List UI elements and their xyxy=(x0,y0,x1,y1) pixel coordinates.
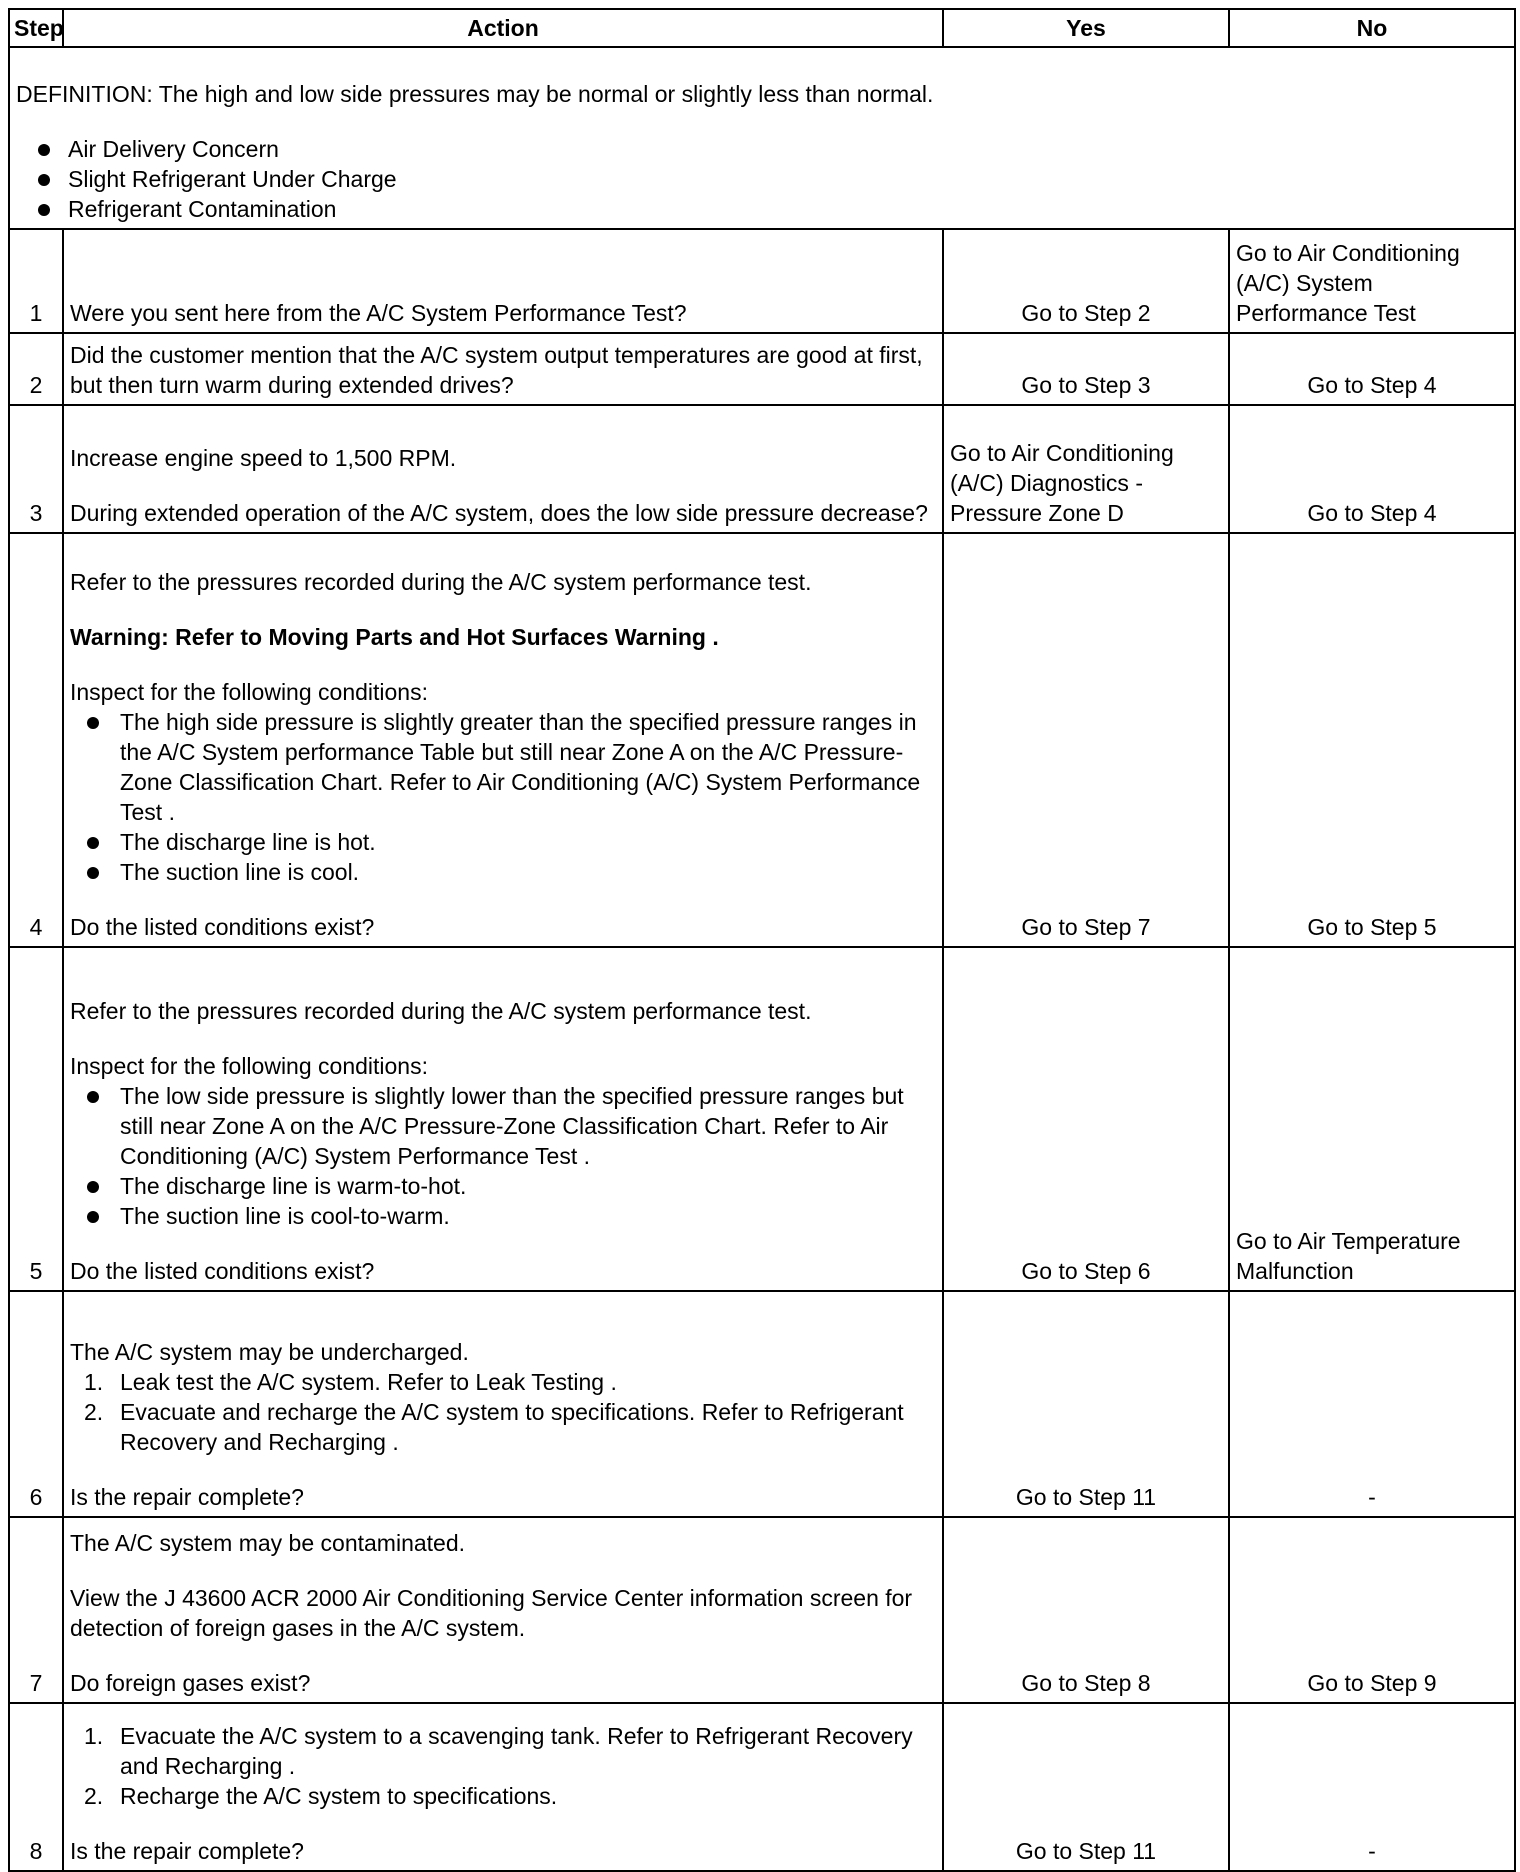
yes-link[interactable]: Go to Step 7 xyxy=(943,533,1229,947)
yes-link[interactable]: Go to Air Conditioning (A/C) Diagnostics - Pressure Zone D xyxy=(943,405,1229,533)
step-number: 3 xyxy=(9,405,63,533)
condition-bullet: The discharge line is hot. xyxy=(70,827,936,857)
condition-bullet: The low side pressure is slightly lower than the specified pressure ranges but still near Zone A on the A/C Pressure-Zone Classification Chart. Refer to Air Conditioning (A/C) System Performance Test . xyxy=(70,1081,936,1171)
action-cell xyxy=(63,333,943,405)
action-text: View the J 43600 ACR 2000 Air Conditioning Service Center information screen for detection of foreign gases in the A/C system. xyxy=(70,1585,913,1641)
step-number: 1 xyxy=(9,229,63,333)
header-yes: Yes xyxy=(943,9,1229,47)
step-row xyxy=(9,1703,1515,1871)
action-cell xyxy=(63,947,943,1291)
action-text: Refer to the pressures recorded during the A/C system performance test. xyxy=(70,569,812,595)
condition-list xyxy=(70,1081,936,1231)
warning-text[interactable]: Warning: Refer to Moving Parts and Hot Surfaces Warning . xyxy=(70,624,719,650)
procedure-item: 2. Recharge the A/C system to specifications. xyxy=(84,1783,558,1809)
action-text: Refer to the pressures recorded during the A/C system performance test. xyxy=(70,998,812,1024)
no-link[interactable]: Go to Step 4 xyxy=(1229,405,1515,533)
step-row xyxy=(9,405,1515,533)
action-question: Do foreign gases exist? xyxy=(70,1670,311,1696)
action-cell xyxy=(63,405,943,533)
step-number: 2 xyxy=(9,333,63,405)
yes-link[interactable]: Go to Step 11 xyxy=(943,1291,1229,1517)
action-cell xyxy=(63,533,943,947)
definition-row xyxy=(9,47,1515,229)
no-link[interactable]: Go to Air Conditioning (A/C) System Performance Test xyxy=(1229,229,1515,333)
condition-list xyxy=(70,707,936,887)
yes-link[interactable]: Go to Step 2 xyxy=(943,229,1229,333)
action-text: The A/C system may be contaminated. xyxy=(70,1530,466,1556)
yes-link[interactable]: Go to Step 8 xyxy=(943,1517,1229,1703)
procedure-list xyxy=(70,1367,936,1457)
step-number: 4 xyxy=(9,533,63,947)
step-row xyxy=(9,533,1515,947)
action-question: During extended operation of the A/C system, does the low side pressure decrease? xyxy=(70,500,928,526)
action-question: Is the repair complete? xyxy=(70,1484,304,1510)
step-row xyxy=(9,947,1515,1291)
step-number: 6 xyxy=(9,1291,63,1517)
condition-bullet: The discharge line is warm-to-hot. xyxy=(70,1171,936,1201)
no-dash: - xyxy=(1229,1703,1515,1871)
definition-bullet: Slight Refrigerant Under Charge xyxy=(16,164,1508,194)
header-step: Step xyxy=(9,9,63,47)
no-link[interactable]: Go to Air Temperature Malfunction xyxy=(1229,947,1515,1291)
step-row xyxy=(9,229,1515,333)
step-number: 7 xyxy=(9,1517,63,1703)
procedure-item: 1. Leak test the A/C system. Refer to Leak Testing . xyxy=(84,1369,617,1395)
procedure-item: 2. Evacuate and recharge the A/C system to specifications. Refer to Refrigerant Recovery and Recharging . xyxy=(84,1399,904,1455)
action-question: Do the listed conditions exist? xyxy=(70,1258,375,1284)
action-text: Inspect for the following conditions: xyxy=(70,679,428,705)
definition-bullet: Air Delivery Concern xyxy=(16,134,1508,164)
procedure-item: 1. Evacuate the A/C system to a scavenging tank. Refer to Refrigerant Recovery and Recharging . xyxy=(84,1723,913,1779)
step-row xyxy=(9,1517,1515,1703)
action-text: Increase engine speed to 1,500 RPM. xyxy=(70,445,457,471)
action-cell xyxy=(63,1517,943,1703)
header-row xyxy=(9,9,1515,47)
definition-cell xyxy=(9,47,1515,229)
action-cell xyxy=(63,1703,943,1871)
no-link[interactable]: Go to Step 5 xyxy=(1229,533,1515,947)
yes-link[interactable]: Go to Step 3 xyxy=(943,333,1229,405)
action-cell xyxy=(63,229,943,333)
step-number: 5 xyxy=(9,947,63,1291)
action-cell xyxy=(63,1291,943,1517)
condition-bullet: The high side pressure is slightly greater than the specified pressure ranges in the A/C System performance Table but still near Zone A on the A/C Pressure-Zone Classification Chart. Refer to Air Conditioning (A/C) System Performance Test . xyxy=(70,707,936,827)
procedure-list xyxy=(70,1721,936,1811)
action-question: Do the listed conditions exist? xyxy=(70,914,375,940)
no-link[interactable]: Go to Step 4 xyxy=(1229,333,1515,405)
step-row xyxy=(9,333,1515,405)
step-number: 8 xyxy=(9,1703,63,1871)
definition-list xyxy=(16,134,1508,224)
action-text: Inspect for the following conditions: xyxy=(70,1053,428,1079)
yes-link[interactable]: Go to Step 6 xyxy=(943,947,1229,1291)
step-row xyxy=(9,1291,1515,1517)
definition-text: DEFINITION: The high and low side pressures may be normal or slightly less than normal. xyxy=(16,81,934,107)
action-question: Is the repair complete? xyxy=(70,1838,304,1864)
action-text: Were you sent here from the A/C System Performance Test? xyxy=(70,300,687,326)
condition-bullet: The suction line is cool. xyxy=(70,857,936,887)
action-text: Did the customer mention that the A/C system output temperatures are good at first, but then turn warm during extended drives? xyxy=(70,342,923,398)
no-dash: - xyxy=(1229,1291,1515,1517)
no-link[interactable]: Go to Step 9 xyxy=(1229,1517,1515,1703)
condition-bullet: The suction line is cool-to-warm. xyxy=(70,1201,936,1231)
diagnostic-table xyxy=(8,8,1516,1872)
action-text: The A/C system may be undercharged. xyxy=(70,1339,469,1365)
header-no: No xyxy=(1229,9,1515,47)
yes-link[interactable]: Go to Step 11 xyxy=(943,1703,1229,1871)
header-action: Action xyxy=(63,9,943,47)
definition-bullet: Refrigerant Contamination xyxy=(16,194,1508,224)
